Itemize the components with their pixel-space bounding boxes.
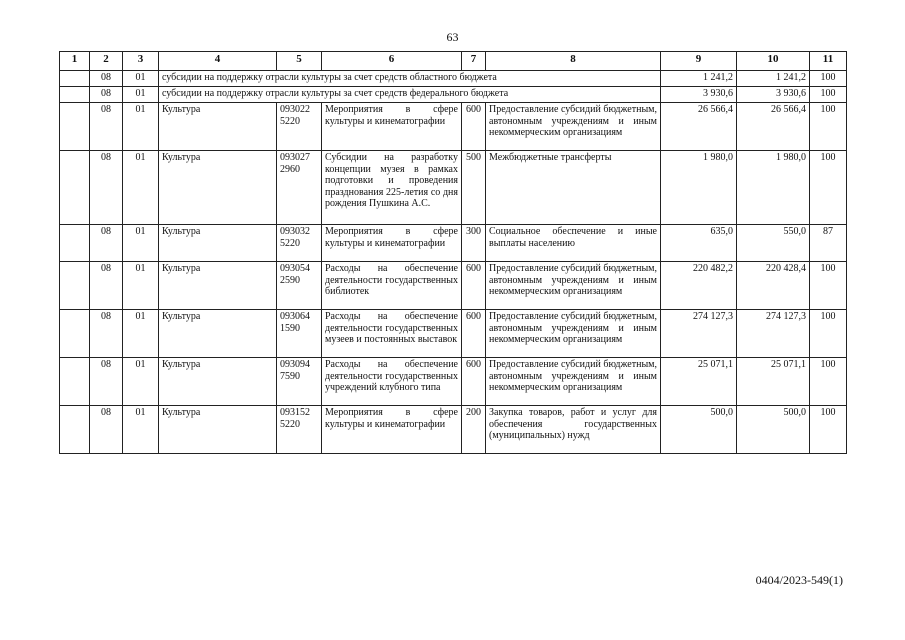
header-cell: 5 bbox=[277, 52, 322, 71]
section-code: 08 bbox=[90, 71, 123, 87]
planned-amount: 1 241,2 bbox=[661, 71, 737, 87]
table-row bbox=[60, 87, 847, 103]
page-number: 63 bbox=[446, 30, 459, 44]
table-row bbox=[60, 358, 847, 406]
percent: 100 bbox=[810, 71, 847, 87]
percent: 100 bbox=[810, 262, 847, 310]
cell bbox=[60, 103, 90, 151]
section-code: 08 bbox=[90, 406, 123, 454]
section-code: 08 bbox=[90, 358, 123, 406]
expense-type-code: 300 bbox=[462, 225, 486, 262]
header-cell: 9 bbox=[661, 52, 737, 71]
cell bbox=[60, 225, 90, 262]
expense-description: Мероприятия в сфере культуры и кинематографии bbox=[322, 406, 462, 454]
expense-type-code: 600 bbox=[462, 358, 486, 406]
table-row bbox=[60, 225, 847, 262]
cell bbox=[60, 406, 90, 454]
section-code: 08 bbox=[90, 103, 123, 151]
cell bbox=[60, 358, 90, 406]
actual-amount: 220 428,4 bbox=[737, 262, 810, 310]
actual-amount: 26 566,4 bbox=[737, 103, 810, 151]
expense-type-name: Социальное обеспечение и иные выплаты населению bbox=[486, 225, 661, 262]
header-cell: 6 bbox=[322, 52, 462, 71]
expense-type-code: 600 bbox=[462, 310, 486, 358]
section-name: Культура bbox=[159, 225, 277, 262]
section-name: Культура bbox=[159, 262, 277, 310]
header-cell: 7 bbox=[462, 52, 486, 71]
actual-amount: 500,0 bbox=[737, 406, 810, 454]
subsidy-description: субсидии на поддержку отрасли культуры за счет средств федерального бюджета bbox=[159, 87, 661, 103]
target-code: 093022 5220 bbox=[277, 103, 322, 151]
percent: 100 bbox=[810, 358, 847, 406]
header-row bbox=[60, 52, 847, 71]
planned-amount: 26 566,4 bbox=[661, 103, 737, 151]
actual-amount: 25 071,1 bbox=[737, 358, 810, 406]
expense-description: Субсидии на разработку концепции музея в рамках подготовки и проведения празднования 225-летия со дня рождения Пушкина А.С. bbox=[322, 151, 462, 225]
header-cell: 10 bbox=[737, 52, 810, 71]
actual-amount: 550,0 bbox=[737, 225, 810, 262]
subsection-code: 01 bbox=[123, 358, 159, 406]
expense-type-name: Предоставление субсидий бюджетным, автономным учреждениям и иным некоммерческим организациям bbox=[486, 103, 661, 151]
section-code: 08 bbox=[90, 87, 123, 103]
expense-type-name: Межбюджетные трансферты bbox=[486, 151, 661, 225]
percent: 100 bbox=[810, 151, 847, 225]
target-code: 093064 1590 bbox=[277, 310, 322, 358]
cell bbox=[60, 151, 90, 225]
target-code: 093027 2960 bbox=[277, 151, 322, 225]
section-name: Культура bbox=[159, 310, 277, 358]
expense-type-code: 600 bbox=[462, 103, 486, 151]
cell bbox=[60, 71, 90, 87]
table-row bbox=[60, 71, 847, 87]
header-cell: 11 bbox=[810, 52, 847, 71]
expense-type-code: 600 bbox=[462, 262, 486, 310]
subsidy-description: субсидии на поддержку отрасли культуры за счет средств областного бюджета bbox=[159, 71, 661, 87]
planned-amount: 274 127,3 bbox=[661, 310, 737, 358]
expense-type-name: Предоставление субсидий бюджетным, автономным учреждениям и иным некоммерческим организациям bbox=[486, 358, 661, 406]
planned-amount: 635,0 bbox=[661, 225, 737, 262]
subsection-code: 01 bbox=[123, 151, 159, 225]
budget-table bbox=[59, 51, 847, 454]
expense-description: Расходы на обеспечение деятельности государственных музеев и постоянных выставок bbox=[322, 310, 462, 358]
planned-amount: 25 071,1 bbox=[661, 358, 737, 406]
section-code: 08 bbox=[90, 225, 123, 262]
section-code: 08 bbox=[90, 262, 123, 310]
section-code: 08 bbox=[90, 310, 123, 358]
expense-description: Мероприятия в сфере культуры и кинематографии bbox=[322, 225, 462, 262]
document-code: 0404/2023-549(1) bbox=[755, 573, 843, 587]
actual-amount: 3 930,6 bbox=[737, 87, 810, 103]
percent: 100 bbox=[810, 406, 847, 454]
subsection-code: 01 bbox=[123, 103, 159, 151]
expense-type-name: Предоставление субсидий бюджетным, автономным учреждениям и иным некоммерческим организациям bbox=[486, 310, 661, 358]
actual-amount: 274 127,3 bbox=[737, 310, 810, 358]
table-row bbox=[60, 151, 847, 225]
expense-type-name: Закупка товаров, работ и услуг для обеспечения государственных (муниципальных) нужд bbox=[486, 406, 661, 454]
subsection-code: 01 bbox=[123, 310, 159, 358]
actual-amount: 1 980,0 bbox=[737, 151, 810, 225]
planned-amount: 3 930,6 bbox=[661, 87, 737, 103]
percent: 100 bbox=[810, 103, 847, 151]
subsection-code: 01 bbox=[123, 262, 159, 310]
section-name: Культура bbox=[159, 151, 277, 225]
header-cell: 1 bbox=[60, 52, 90, 71]
planned-amount: 1 980,0 bbox=[661, 151, 737, 225]
section-code: 08 bbox=[90, 151, 123, 225]
subsection-code: 01 bbox=[123, 406, 159, 454]
section-name: Культура bbox=[159, 103, 277, 151]
expense-description: Расходы на обеспечение деятельности государственных библиотек bbox=[322, 262, 462, 310]
planned-amount: 500,0 bbox=[661, 406, 737, 454]
percent: 100 bbox=[810, 87, 847, 103]
target-code: 093054 2590 bbox=[277, 262, 322, 310]
header-cell: 2 bbox=[90, 52, 123, 71]
expense-description: Мероприятия в сфере культуры и кинематографии bbox=[322, 103, 462, 151]
section-name: Культура bbox=[159, 358, 277, 406]
cell bbox=[60, 262, 90, 310]
table-row bbox=[60, 103, 847, 151]
expense-description: Расходы на обеспечение деятельности государственных учреждений клубного типа bbox=[322, 358, 462, 406]
table-row bbox=[60, 406, 847, 454]
header-cell: 3 bbox=[123, 52, 159, 71]
percent: 100 bbox=[810, 310, 847, 358]
subsection-code: 01 bbox=[123, 71, 159, 87]
subsection-code: 01 bbox=[123, 87, 159, 103]
cell bbox=[60, 310, 90, 358]
table-row bbox=[60, 310, 847, 358]
target-code: 093094 7590 bbox=[277, 358, 322, 406]
expense-type-code: 200 bbox=[462, 406, 486, 454]
table-row bbox=[60, 262, 847, 310]
target-code: 093152 5220 bbox=[277, 406, 322, 454]
header-cell: 8 bbox=[486, 52, 661, 71]
target-code: 093032 5220 bbox=[277, 225, 322, 262]
planned-amount: 220 482,2 bbox=[661, 262, 737, 310]
expense-type-code: 500 bbox=[462, 151, 486, 225]
subsection-code: 01 bbox=[123, 225, 159, 262]
actual-amount: 1 241,2 bbox=[737, 71, 810, 87]
section-name: Культура bbox=[159, 406, 277, 454]
expense-type-name: Предоставление субсидий бюджетным, автономным учреждениям и иным некоммерческим организациям bbox=[486, 262, 661, 310]
header-cell: 4 bbox=[159, 52, 277, 71]
percent: 87 bbox=[810, 225, 847, 262]
cell bbox=[60, 87, 90, 103]
